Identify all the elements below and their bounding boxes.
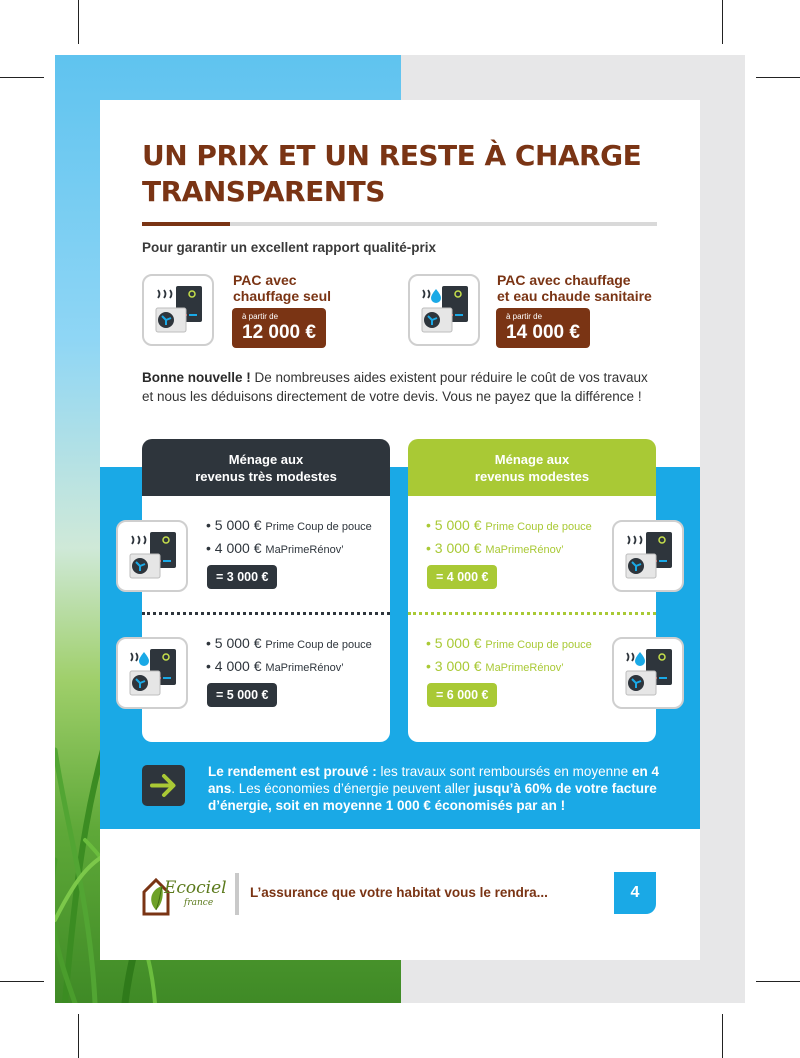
- price-value: 14 000 €: [506, 322, 580, 343]
- heat-pump-water-icon: [408, 274, 480, 346]
- heat-pump-heating-icon: [142, 274, 214, 346]
- list-item: • 4 000 € MaPrimeRénov’: [206, 540, 344, 556]
- page-number: 4: [614, 872, 656, 914]
- aid-list: [426, 515, 592, 561]
- total-badge: = 5 000 €: [207, 683, 277, 707]
- crop-mark: [0, 981, 44, 982]
- yield-statement: Le rendement est prouvé : les travaux sont remboursés en moyenne en 4 ans. Les économies d’énergie peuvent aller jusqu’à 60% de votre facture d’énergie, soit en moyenne 1 000 € économisés par an !: [208, 764, 659, 813]
- logo-subtext: france: [184, 898, 214, 908]
- row-divider: [408, 612, 656, 615]
- price-value: 12 000 €: [242, 322, 316, 343]
- price-prefix: à partir de: [242, 312, 279, 321]
- list-item: • 4 000 € MaPrimeRénov’: [206, 658, 344, 674]
- aid-list: [426, 633, 592, 679]
- list-item: • 5 000 € Prime Coup de pouce: [206, 635, 372, 651]
- offer-title: PAC avec chauffage et eau chaude sanitaire: [497, 272, 652, 304]
- page-title-line2: TRANSPARENTS: [142, 175, 385, 208]
- list-item: • 5 000 € Prime Coup de pouce: [206, 517, 372, 533]
- aid-list: [206, 633, 372, 679]
- total-badge: = 3 000 €: [207, 565, 277, 589]
- good-news-paragraph: [142, 368, 662, 406]
- heat-pump-water-icon: [116, 637, 188, 709]
- panel-heading: Ménage aux revenus modestes: [408, 439, 656, 496]
- panel-heading: Ménage aux revenus très modestes: [142, 439, 390, 496]
- good-news-body: De nombreuses aides existent pour réduire le coût de vos travaux et nous les déduisons directement de votre devis. Vous ne payez que la différence !: [142, 370, 648, 404]
- subtitle: Pour garantir un excellent rapport qualité-prix: [142, 240, 437, 255]
- list-item: • 3 000 € MaPrimeRénov’: [426, 540, 564, 556]
- total-badge: = 6 000 €: [427, 683, 497, 707]
- crop-mark: [0, 77, 44, 78]
- row-divider: [142, 612, 390, 615]
- good-news-lead: Bonne nouvelle !: [142, 370, 251, 385]
- crop-mark: [756, 77, 800, 78]
- arrow-right-icon: [142, 765, 185, 806]
- total-badge: = 4 000 €: [427, 565, 497, 589]
- crop-mark: [756, 981, 800, 982]
- price-badge: [232, 308, 326, 348]
- crop-mark: [722, 1014, 723, 1058]
- crop-mark: [722, 0, 723, 44]
- page-title: [142, 138, 662, 210]
- heat-pump-heating-icon: [612, 520, 684, 592]
- offer-title: PAC avec chauffage seul: [233, 272, 332, 304]
- crop-mark: [78, 1014, 79, 1058]
- title-divider-accent: [142, 222, 230, 226]
- page-title-line1: UN PRIX ET UN RESTE À CHARGE: [142, 139, 642, 172]
- footer-tagline: L’assurance que votre habitat vous le rendra...: [250, 885, 548, 900]
- list-item: • 3 000 € MaPrimeRénov’: [426, 658, 564, 674]
- footer-separator: [235, 873, 239, 915]
- list-item: • 5 000 € Prime Coup de pouce: [426, 635, 592, 651]
- heat-pump-water-icon: [612, 637, 684, 709]
- list-item: • 5 000 € Prime Coup de pouce: [426, 517, 592, 533]
- crop-mark: [78, 0, 79, 44]
- aid-list: [206, 515, 372, 561]
- heat-pump-heating-icon: [116, 520, 188, 592]
- price-badge: [496, 308, 590, 348]
- price-prefix: à partir de: [506, 312, 543, 321]
- logo-wordmark: Ecociel: [164, 878, 227, 898]
